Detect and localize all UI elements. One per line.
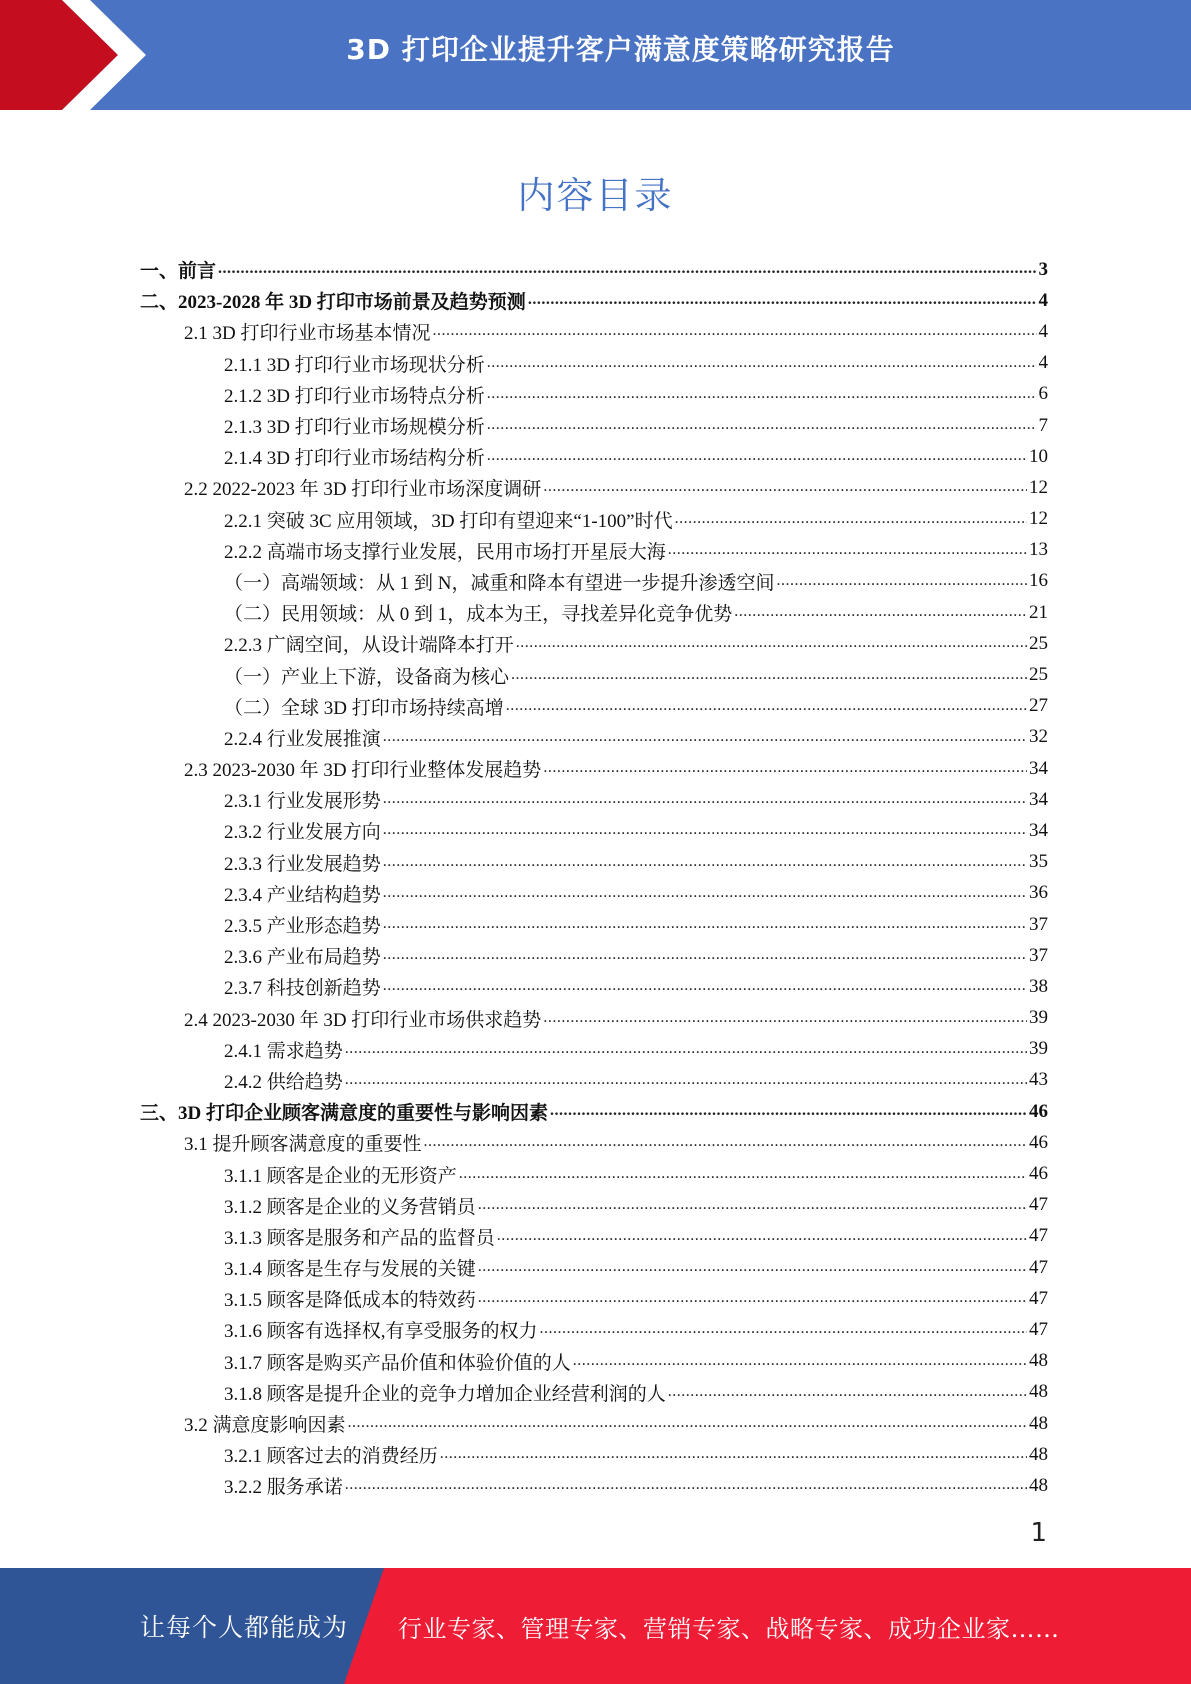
toc-entry-label: 2.2.4 行业发展推演 bbox=[224, 728, 381, 750]
toc-entry[interactable] bbox=[140, 971, 1048, 1002]
toc-entry-page: 47 bbox=[1029, 1225, 1048, 1247]
toc-entry-label: 3.1.4 顾客是生存与发展的关键 bbox=[224, 1259, 476, 1281]
toc-dot-leader bbox=[540, 1321, 1027, 1340]
toc-entry-label: 2.3.6 产业布局趋势 bbox=[224, 947, 381, 969]
toc-entry[interactable] bbox=[140, 1252, 1048, 1283]
toc-entry-page: 4 bbox=[1038, 352, 1048, 374]
toc-dot-leader bbox=[459, 1166, 1027, 1185]
toc-entry-page: 47 bbox=[1029, 1318, 1048, 1340]
toc-dot-leader bbox=[383, 791, 1027, 810]
toc-entry-label: （二）全球 3D 打印市场持续高增 bbox=[224, 697, 504, 719]
toc-entry-label: 三、3D 打印企业顾客满意度的重要性与影响因素 bbox=[140, 1103, 548, 1125]
toc-entry[interactable] bbox=[140, 410, 1048, 441]
toc-entry-label: 3.1.5 顾客是降低成本的特效药 bbox=[224, 1290, 476, 1312]
toc-entry-page: 25 bbox=[1029, 664, 1048, 686]
toc-dot-leader bbox=[348, 1415, 1027, 1434]
toc-entry[interactable] bbox=[140, 1439, 1048, 1470]
toc-entry[interactable] bbox=[140, 628, 1048, 659]
toc-entry-label: 2.3.4 产业结构趋势 bbox=[224, 884, 381, 906]
toc-entry-page: 46 bbox=[1029, 1100, 1048, 1122]
toc-entry[interactable] bbox=[140, 1314, 1048, 1345]
toc-entry-label: 2.4 2023-2030 年 3D 打印行业市场供求趋势 bbox=[184, 1009, 542, 1031]
toc-entry-page: 3 bbox=[1038, 258, 1048, 280]
toc-entry-label: 3.2 满意度影响因素 bbox=[184, 1415, 346, 1437]
toc-dot-leader bbox=[345, 1477, 1027, 1496]
toc-entry-page: 47 bbox=[1029, 1194, 1048, 1216]
toc-dot-leader bbox=[383, 854, 1027, 873]
toc-dot-leader bbox=[424, 1134, 1027, 1153]
toc-entry-label: 3.2.1 顾客过去的消费经历 bbox=[224, 1446, 438, 1468]
toc-entry-label: 2.2.2 高端市场支撑行业发展，民用市场打开星辰大海 bbox=[224, 541, 666, 563]
toc-entry[interactable] bbox=[140, 597, 1048, 628]
toc-entry-page: 6 bbox=[1038, 383, 1048, 405]
page-number: 1 bbox=[1030, 1518, 1047, 1548]
toc-entry[interactable] bbox=[140, 1283, 1048, 1314]
toc-entry-page: 34 bbox=[1029, 757, 1048, 779]
toc-entry-label: 2.2.1 突破 3C 应用领域，3D 打印有望迎来“1-100”时代 bbox=[224, 510, 673, 532]
toc-entry-label: 一、前言 bbox=[140, 261, 217, 283]
toc-entry-page: 48 bbox=[1029, 1381, 1048, 1403]
toc-entry-page: 48 bbox=[1029, 1474, 1048, 1496]
toc-entry-page: 39 bbox=[1029, 1038, 1048, 1060]
toc-entry[interactable] bbox=[140, 254, 1048, 285]
toc-entry[interactable] bbox=[140, 285, 1048, 316]
toc-dot-leader bbox=[345, 1072, 1027, 1091]
toc-entry-page: 38 bbox=[1029, 975, 1048, 997]
toc-entry[interactable] bbox=[140, 878, 1048, 909]
toc-entry-label: 2.1 3D 打印行业市场基本情况 bbox=[184, 323, 431, 345]
toc-entry-page: 48 bbox=[1029, 1443, 1048, 1465]
toc-entry[interactable] bbox=[140, 316, 1048, 347]
toc-dot-leader bbox=[383, 978, 1027, 997]
toc-entry-label: 2.2.3 广阔空间，从设计端降本打开 bbox=[224, 635, 514, 657]
toc-dot-leader bbox=[516, 635, 1027, 654]
toc-dot-leader bbox=[487, 386, 1037, 405]
toc-entry[interactable] bbox=[140, 1158, 1048, 1189]
toc-entry[interactable] bbox=[140, 1470, 1048, 1501]
toc-entry-label: 2.4.1 需求趋势 bbox=[224, 1040, 343, 1062]
toc-dot-leader bbox=[478, 1290, 1027, 1309]
toc-entry-page: 47 bbox=[1029, 1287, 1048, 1309]
toc-entry-label: 3.1.8 顾客是提升企业的竞争力增加企业经营利润的人 bbox=[224, 1383, 666, 1405]
toc-entry-label: 3.1 提升顾客满意度的重要性 bbox=[184, 1134, 422, 1156]
toc-entry-label: 2.3.5 产业形态趋势 bbox=[224, 916, 381, 938]
toc-entry-page: 25 bbox=[1029, 632, 1048, 654]
toc-entry-page: 21 bbox=[1029, 601, 1048, 623]
toc-dot-leader bbox=[487, 417, 1037, 436]
toc-entry-page: 10 bbox=[1029, 445, 1048, 467]
toc-entry[interactable] bbox=[140, 722, 1048, 753]
toc-entry[interactable] bbox=[140, 784, 1048, 815]
toc-title: 内容目录 bbox=[517, 174, 674, 217]
toc-entry[interactable] bbox=[140, 566, 1048, 597]
toc-entry[interactable] bbox=[140, 1346, 1048, 1377]
toc-entry[interactable] bbox=[140, 1377, 1048, 1408]
header-band bbox=[0, 0, 1191, 110]
toc-entry-label: 3.1.6 顾客有选择权,有享受服务的权力 bbox=[224, 1321, 538, 1343]
toc-entry[interactable] bbox=[140, 1003, 1048, 1034]
toc-entry-label: 2.1.3 3D 打印行业市场规模分析 bbox=[224, 417, 485, 439]
toc-entry-label: （一）产业上下游，设备商为核心 bbox=[224, 666, 510, 688]
toc-entry-label: 3.2.2 服务承诺 bbox=[224, 1477, 343, 1499]
toc-entry[interactable] bbox=[140, 1408, 1048, 1439]
toc-entry[interactable] bbox=[140, 815, 1048, 846]
toc-entry[interactable] bbox=[140, 348, 1048, 379]
toc-entry-page: 4 bbox=[1038, 289, 1048, 311]
toc-entry-label: 2.3.2 行业发展方向 bbox=[224, 822, 381, 844]
toc-entry-page: 46 bbox=[1029, 1163, 1048, 1185]
toc-entry-page: 43 bbox=[1029, 1069, 1048, 1091]
toc-dot-leader bbox=[573, 1353, 1027, 1372]
toc-entry-label: 3.1.7 顾客是购买产品价值和体验价值的人 bbox=[224, 1352, 571, 1374]
toc-dot-leader bbox=[383, 729, 1027, 748]
toc-entry-page: 39 bbox=[1029, 1007, 1048, 1029]
toc-dot-leader bbox=[543, 1010, 1027, 1029]
toc-entry-page: 34 bbox=[1029, 788, 1048, 810]
toc-dot-leader bbox=[487, 355, 1037, 374]
toc-dot-leader bbox=[440, 1446, 1027, 1465]
toc-entry[interactable] bbox=[140, 691, 1048, 722]
toc-entry-label: 3.1.2 顾客是企业的义务营销员 bbox=[224, 1196, 476, 1218]
toc-entry-label: 2.3.3 行业发展趋势 bbox=[224, 853, 381, 875]
toc-dot-leader bbox=[528, 292, 1037, 311]
toc-entry[interactable] bbox=[140, 1034, 1048, 1065]
toc-entry-label: 2.3 2023-2030 年 3D 打印行业整体发展趋势 bbox=[184, 760, 542, 782]
toc-entry-page: 48 bbox=[1029, 1412, 1048, 1434]
toc-entry[interactable] bbox=[140, 379, 1048, 410]
toc-entry-page: 7 bbox=[1038, 414, 1048, 436]
toc-dot-leader bbox=[478, 1259, 1027, 1278]
toc-dot-leader bbox=[497, 1228, 1027, 1247]
toc-entry-page: 37 bbox=[1029, 913, 1048, 935]
toc-entry-label: （二）民用领域：从 0 到 1，成本为王，寻找差异化竞争优势 bbox=[224, 604, 733, 626]
toc-entry[interactable] bbox=[140, 472, 1048, 503]
toc-entry-label: 3.1.3 顾客是服务和产品的监督员 bbox=[224, 1227, 495, 1249]
toc-dot-leader bbox=[345, 1041, 1027, 1060]
toc-dot-leader bbox=[218, 261, 1036, 280]
toc-entry-page: 12 bbox=[1029, 476, 1048, 498]
toc-entry-label: 2.1.2 3D 打印行业市场特点分析 bbox=[224, 385, 485, 407]
toc-dot-leader bbox=[675, 511, 1027, 530]
toc-entry-page: 46 bbox=[1029, 1131, 1048, 1153]
report-title: 3D 打印企业提升客户满意度策略研究报告 bbox=[346, 33, 895, 66]
toc-dot-leader bbox=[432, 323, 1036, 342]
toc-dot-leader bbox=[776, 573, 1027, 592]
toc-entry-page: 48 bbox=[1029, 1350, 1048, 1372]
toc-entry[interactable] bbox=[140, 1127, 1048, 1158]
toc-entry-page: 34 bbox=[1029, 819, 1048, 841]
toc-entry-page: 27 bbox=[1029, 695, 1048, 717]
toc-dot-leader bbox=[478, 1197, 1027, 1216]
toc-entry[interactable] bbox=[140, 441, 1048, 472]
toc-entry-page: 13 bbox=[1029, 539, 1048, 561]
toc-entry-label: 2.3.1 行业发展形势 bbox=[224, 791, 381, 813]
toc-dot-leader bbox=[550, 1103, 1027, 1122]
toc-dot-leader bbox=[668, 542, 1027, 561]
toc-entry-page: 16 bbox=[1029, 570, 1048, 592]
toc-dot-leader bbox=[487, 448, 1027, 467]
toc-entry-page: 36 bbox=[1029, 882, 1048, 904]
toc-dot-leader bbox=[383, 916, 1027, 935]
toc-dot-leader bbox=[543, 479, 1027, 498]
toc-dot-leader bbox=[383, 822, 1027, 841]
footer-slogan-right: 行业专家、管理专家、营销专家、战略专家、成功企业家…… bbox=[398, 1615, 1060, 1643]
toc-dot-leader bbox=[383, 885, 1027, 904]
toc-dot-leader bbox=[506, 698, 1027, 717]
toc-entry-page: 4 bbox=[1038, 320, 1048, 342]
toc-entry-page: 47 bbox=[1029, 1256, 1048, 1278]
footer-band bbox=[0, 1568, 1191, 1684]
table-of-contents bbox=[140, 254, 1048, 1502]
toc-entry[interactable] bbox=[140, 1065, 1048, 1096]
toc-entry[interactable] bbox=[140, 535, 1048, 566]
footer-slogan-left: 让每个人都能成为 bbox=[140, 1613, 349, 1642]
toc-dot-leader bbox=[734, 604, 1027, 623]
toc-entry[interactable] bbox=[140, 504, 1048, 535]
toc-entry-page: 35 bbox=[1029, 851, 1048, 873]
toc-entry-label: 2.1.1 3D 打印行业市场现状分析 bbox=[224, 354, 485, 376]
toc-entry[interactable] bbox=[140, 909, 1048, 940]
toc-entry[interactable] bbox=[140, 1096, 1048, 1127]
toc-dot-leader bbox=[383, 947, 1027, 966]
toc-entry-label: （一）高端领域：从 1 到 N，减重和降本有望进一步提升渗透空间 bbox=[224, 572, 775, 594]
toc-entry[interactable] bbox=[140, 847, 1048, 878]
toc-dot-leader bbox=[511, 667, 1027, 686]
toc-entry-label: 3.1.1 顾客是企业的无形资产 bbox=[224, 1165, 457, 1187]
toc-entry[interactable] bbox=[140, 1190, 1048, 1221]
toc-entry[interactable] bbox=[140, 753, 1048, 784]
toc-entry-page: 32 bbox=[1029, 726, 1048, 748]
toc-dot-leader bbox=[543, 760, 1027, 779]
toc-entry[interactable] bbox=[140, 940, 1048, 971]
toc-entry-label: 2.4.2 供给趋势 bbox=[224, 1071, 343, 1093]
toc-entry-page: 37 bbox=[1029, 944, 1048, 966]
toc-dot-leader bbox=[668, 1384, 1027, 1403]
toc-entry-label: 2.1.4 3D 打印行业市场结构分析 bbox=[224, 448, 485, 470]
toc-entry[interactable] bbox=[140, 1221, 1048, 1252]
toc-entry-label: 2.3.7 科技创新趋势 bbox=[224, 978, 381, 1000]
toc-entry-label: 二、2023-2028 年 3D 打印市场前景及趋势预测 bbox=[140, 292, 526, 314]
toc-entry[interactable] bbox=[140, 659, 1048, 690]
toc-entry-label: 2.2 2022-2023 年 3D 打印行业市场深度调研 bbox=[184, 479, 542, 501]
toc-entry-page: 12 bbox=[1029, 508, 1048, 530]
